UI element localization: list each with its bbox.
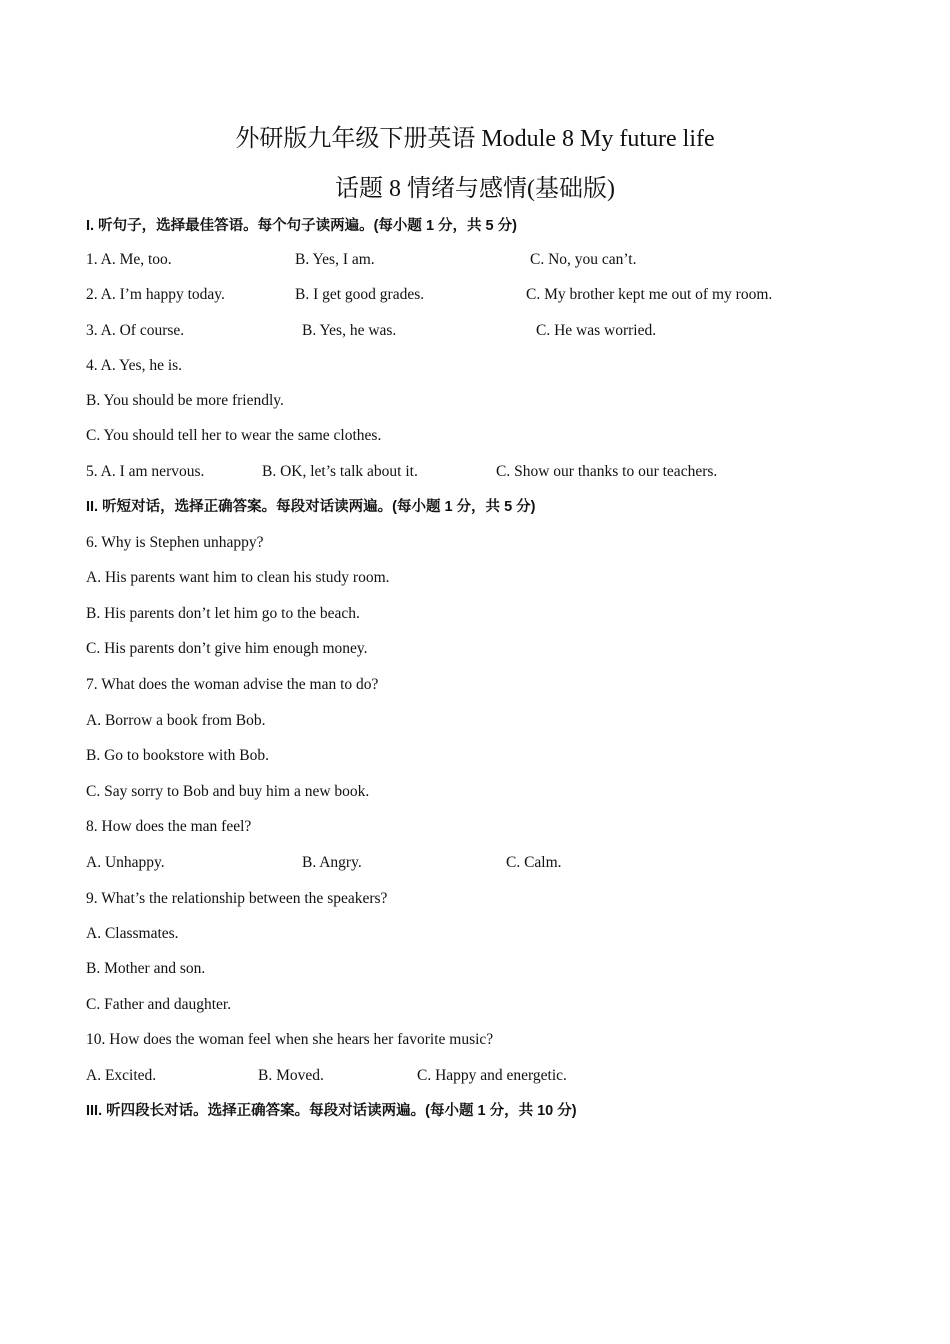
question-9-option-c: C. Father and daughter. bbox=[86, 996, 232, 1013]
q10-option-c: C. Happy and energetic. bbox=[417, 1067, 567, 1084]
question-6-option-c: C. His parents don’t give him enough money. bbox=[86, 640, 368, 657]
question-7-option-c: C. Say sorry to Bob and buy him a new book. bbox=[86, 783, 370, 800]
q1-option-c: C. No, you can’t. bbox=[530, 251, 637, 268]
question-7-option-b: B. Go to bookstore with Bob. bbox=[86, 747, 269, 764]
question-6-option-b: B. His parents don’t let him go to the beach. bbox=[86, 605, 360, 622]
question-7-stem: 7. What does the woman advise the man to do? bbox=[86, 676, 379, 693]
question-4-option-b: B. You should be more friendly. bbox=[86, 392, 284, 409]
question-8-stem: 8. How does the man feel? bbox=[86, 818, 252, 835]
q8-option-a: A. Unhappy. bbox=[86, 854, 165, 871]
question-6-stem: 6. Why is Stephen unhappy? bbox=[86, 534, 264, 551]
q2-option-b: B. I get good grades. bbox=[295, 286, 425, 303]
question-4-option-c: C. You should tell her to wear the same clothes. bbox=[86, 427, 382, 444]
q10-option-a: A. Excited. bbox=[86, 1067, 157, 1084]
q3-option-b: B. Yes, he was. bbox=[302, 322, 397, 339]
q1-option-b: B. Yes, I am. bbox=[295, 251, 375, 268]
q10-option-b: B. Moved. bbox=[258, 1067, 324, 1084]
document-title: 外研版九年级下册英语 Module 8 My future life bbox=[235, 126, 715, 152]
q5-option-b: B. OK, let’s talk about it. bbox=[262, 463, 418, 480]
section-1-heading: I. 听句子，选择最佳答语。每个句子读两遍。(每小题 1 分，共 5 分) bbox=[86, 218, 517, 234]
question-7-option-a: A. Borrow a book from Bob. bbox=[86, 712, 266, 729]
question-10-stem: 10. How does the woman feel when she hears her favorite music? bbox=[86, 1031, 494, 1048]
q8-option-b: B. Angry. bbox=[302, 854, 362, 871]
q8-option-c: C. Calm. bbox=[506, 854, 562, 871]
section-3-heading: III. 听四段长对话。选择正确答案。每段对话读两遍。(每小题 1 分，共 10 分) bbox=[86, 1103, 577, 1119]
question-9-option-a: A. Classmates. bbox=[86, 925, 179, 942]
question-9-stem: 9. What’s the relationship between the speakers? bbox=[86, 890, 388, 907]
q2-option-c: C. My brother kept me out of my room. bbox=[526, 286, 773, 303]
q5-option-a: 5. A. I am nervous. bbox=[86, 463, 205, 480]
q5-option-c: C. Show our thanks to our teachers. bbox=[496, 463, 718, 480]
q2-option-a: 2. A. I’m happy today. bbox=[86, 286, 225, 303]
q1-option-a: 1. A. Me, too. bbox=[86, 251, 172, 268]
q3-option-c: C. He was worried. bbox=[536, 322, 657, 339]
question-6-option-a: A. His parents want him to clean his study room. bbox=[86, 569, 390, 586]
question-4-option-a: 4. A. Yes, he is. bbox=[86, 357, 183, 374]
document-subtitle: 话题 8 情绪与感情(基础版) bbox=[335, 176, 615, 202]
q3-option-a: 3. A. Of course. bbox=[86, 322, 185, 339]
question-9-option-b: B. Mother and son. bbox=[86, 960, 206, 977]
section-2-heading: II. 听短对话，选择正确答案。每段对话读两遍。(每小题 1 分，共 5 分) bbox=[86, 499, 536, 515]
